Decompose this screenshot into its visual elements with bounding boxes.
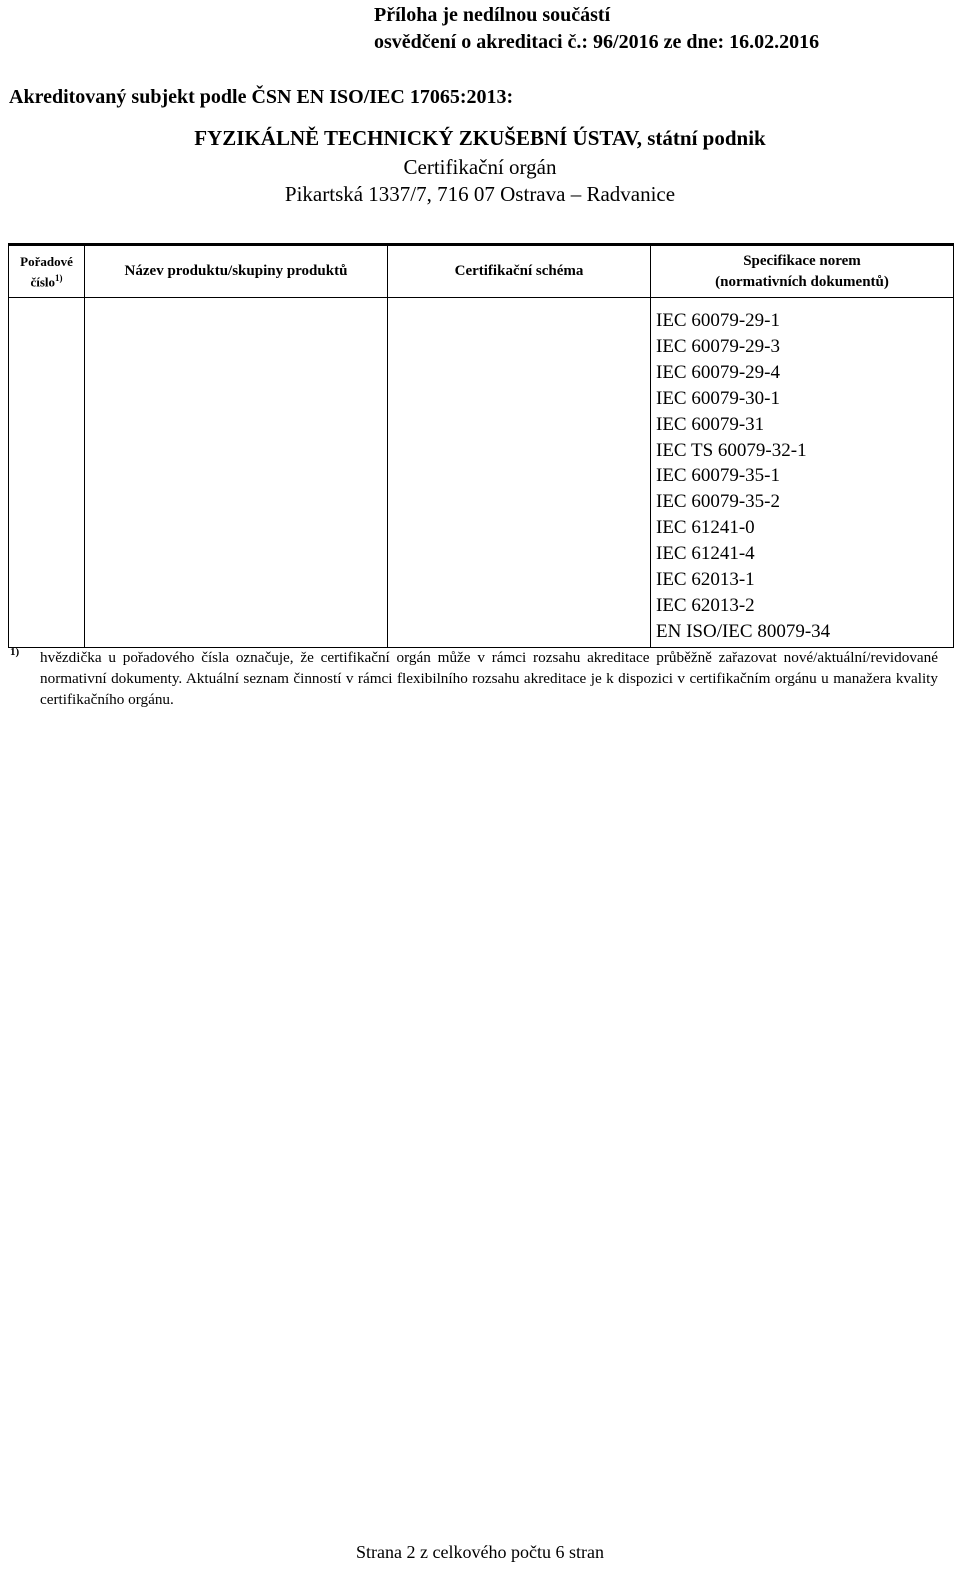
list-item: IEC 61241-0 xyxy=(656,517,755,539)
list-item: IEC 60079-35-1 xyxy=(656,465,781,487)
table-row xyxy=(9,298,954,648)
list-item: IEC 62013-1 xyxy=(656,569,755,591)
header-standards-spec xyxy=(651,245,954,298)
header-order-number-line1: Pořadové xyxy=(20,253,73,269)
list-item: IEC 62013-2 xyxy=(656,594,755,616)
cell-order-number xyxy=(9,298,85,648)
header-order-number-line2: číslo xyxy=(30,274,56,290)
list-item: IEC 61241-4 xyxy=(656,543,755,565)
header-spec-line2: (normativních dokumentů) xyxy=(715,273,889,290)
annex-line-1: Příloha je nedílnou součástí xyxy=(374,4,611,26)
list-item: IEC TS 60079-32-1 xyxy=(656,439,807,461)
cell-standards xyxy=(651,298,954,648)
list-item: IEC 60079-29-1 xyxy=(656,310,781,331)
footnote-mark: 1) xyxy=(10,646,20,658)
page-number: Strana 2 z celkového počtu 6 stran xyxy=(356,1542,604,1562)
list-item: IEC 60079-31 xyxy=(656,413,765,435)
department-name: Certifikační orgán xyxy=(403,155,557,179)
header-product-name: Název produktu/skupiny produktů xyxy=(85,245,388,298)
standards-list xyxy=(651,298,953,647)
annex-line-2: osvědčení o akreditaci č.: 96/2016 ze dne: 16.02.2016 xyxy=(374,31,820,53)
header-certification-scheme: Certifikační schéma xyxy=(388,245,651,298)
cell-certification-scheme xyxy=(388,298,651,648)
cell-product-name xyxy=(85,298,388,648)
header-spec-line1: Specifikace norem xyxy=(743,252,861,269)
list-item: IEC 60079-29-3 xyxy=(656,335,781,357)
scope-table xyxy=(8,243,954,648)
list-item: EN ISO/IEC 80079-34 xyxy=(656,620,831,642)
list-item: IEC 60079-29-4 xyxy=(656,361,781,383)
footnote-ref: 1) xyxy=(55,272,63,283)
header-order-number xyxy=(9,245,85,298)
list-item: IEC 60079-30-1 xyxy=(656,387,781,409)
annex-note xyxy=(374,2,819,56)
organization-name: FYZIKÁLNĚ TECHNICKÝ ZKUŠEBNÍ ÚSTAV, státní podnik xyxy=(194,126,766,150)
footnote-text: hvězdička u pořadového čísla označuje, že certifikační orgán může v rámci rozsahu akreditace průběžně zařazovat nové/aktuální/revidované normativní dokumenty. Aktuální seznam činností v rámci flexibilního rozsahu akreditace je k dispozici v certifikačním orgánu u manažera kvality certifikačního orgánu. xyxy=(40,649,938,708)
accredited-subject: Akreditovaný subjekt podle ČSN EN ISO/IEC 17065:2013: xyxy=(9,86,514,108)
organization-address: Pikartská 1337/7, 716 07 Ostrava – Radvanice xyxy=(284,182,676,206)
list-item: IEC 60079-35-2 xyxy=(656,491,781,513)
table-header-row xyxy=(9,245,954,298)
